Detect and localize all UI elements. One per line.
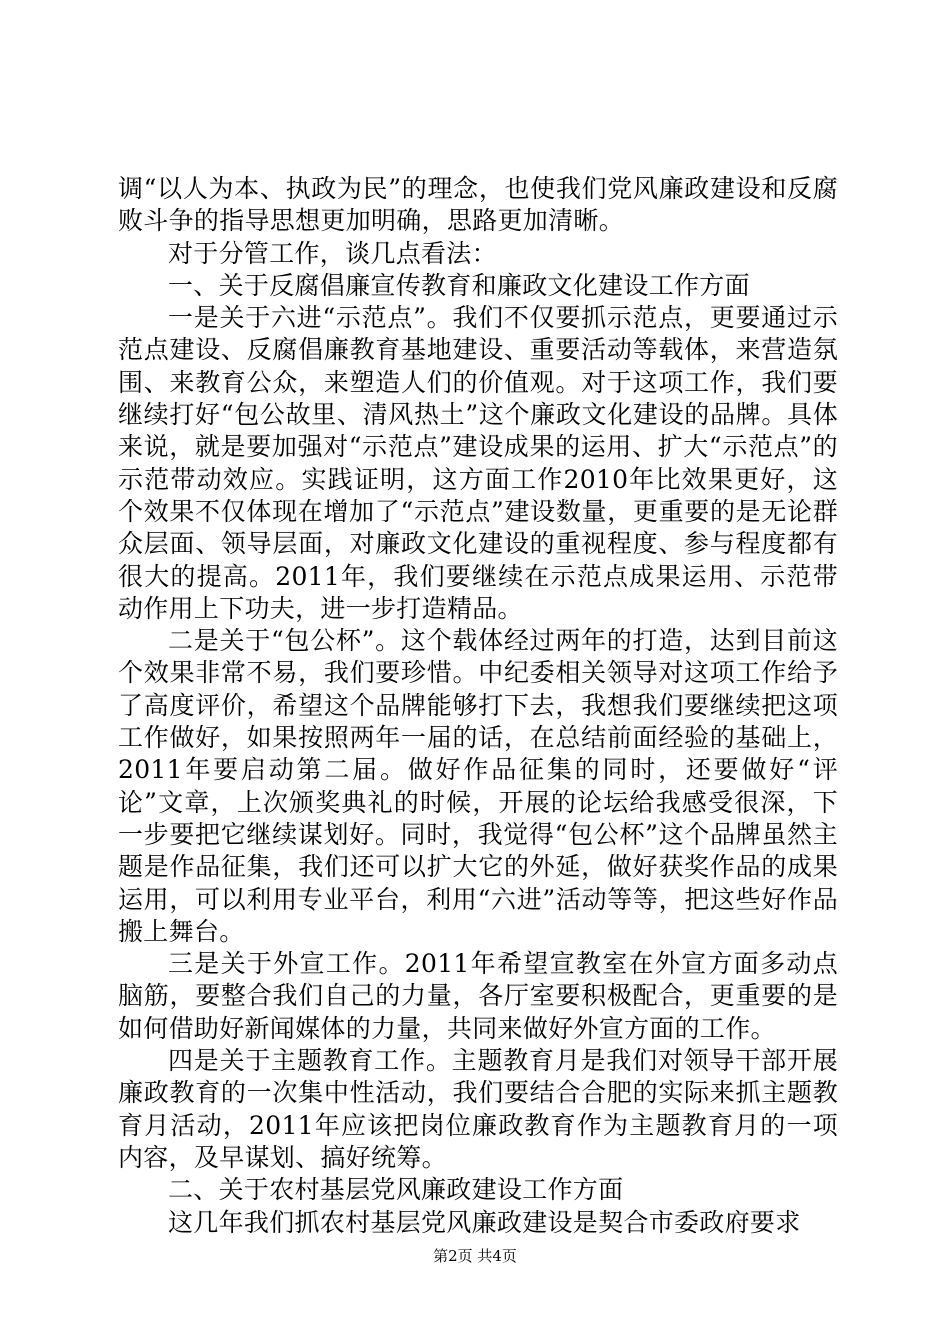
paragraph-baogong-cup: 二是关于“包公杯”。这个载体经过两年的打造，达到目前这个效果非常不易，我们要珍惜。中纪委相关领导对这项工作给予了高度评价，希望这个品牌能够打下去，我想我们要继续把这项工作做好，如果按照两年一届的话，在总结前面经验的基础上，2011年要启动第二届。做好作品征集的同时，还要做好“评论”文章，上次颁奖典礼的时候，开展的论坛给我感受很深，下一步要把它继续谋划好。同时，我觉得“包公杯”这个品牌虽然主题是作品征集，我们还可以扩大它的外延，做好获奖作品的成果运用，可以利用专业平台，利用“六进”活动等等，把这些好作品搬上舞台。 xyxy=(118,626,838,946)
paragraph-continuation: 调“以人为本、执政为民”的理念，也使我们党风廉政建设和反腐败斗争的指导思想更加明确，思路更加清晰。 xyxy=(118,174,838,236)
document-body xyxy=(118,173,838,1239)
section-heading-2: 二、关于农村基层党风廉政建设工作方面 xyxy=(168,1175,624,1205)
paragraph-rural: 这几年我们抓农村基层党风廉政建设是契合市委政府要求 xyxy=(168,1207,801,1237)
paragraph-intro: 对于分管工作，谈几点看法： xyxy=(168,238,497,268)
paragraph-theme-education: 四是关于主题教育工作。主题教育月是我们对领导干部开展廉政教育的一次集中性活动，我们要结合合肥的实际来抓主题教育月活动，2011年应该把岗位廉政教育作为主题教育月的一项内容，及早谋划、搞好统筹。 xyxy=(118,1046,838,1172)
section-heading-1: 一、关于反腐倡廉宣传教育和廉政文化建设工作方面 xyxy=(168,270,750,300)
paragraph-external-publicity: 三是关于外宣工作。2011年希望宣教室在外宣方面多动点脑筋，要整合我们自己的力量，各厅室要积极配合，更重要的是如何借助好新闻媒体的力量，共同来做好外宣方面的工作。 xyxy=(118,949,838,1043)
paragraph-demo-sites: 一是关于六进“示范点”。我们不仅要抓示范点，更要通过示范点建设、反腐倡廉教育基地建设、重要活动等载体，来营造氛围、来教育公众，来塑造人们的价值观。对于这项工作，我们要继续打好“包公故里、清风热土”这个廉政文化建设的品牌。具体来说，就是要加强对“示范点”建设成果的运用、扩大“示范点”的示范带动效应。实践证明，这方面工作2010年比效果更好，这个效果不仅体现在增加了“示范点”建设数量，更重要的是无论群众层面、领导层面，对廉政文化建设的重视程度、参与程度都有很大的提高。2011年，我们要继续在示范点成果运用、示范带动作用上下功夫，进一步打造精品。 xyxy=(118,303,838,623)
page-footer: 第2页 共4页 xyxy=(433,1247,517,1265)
